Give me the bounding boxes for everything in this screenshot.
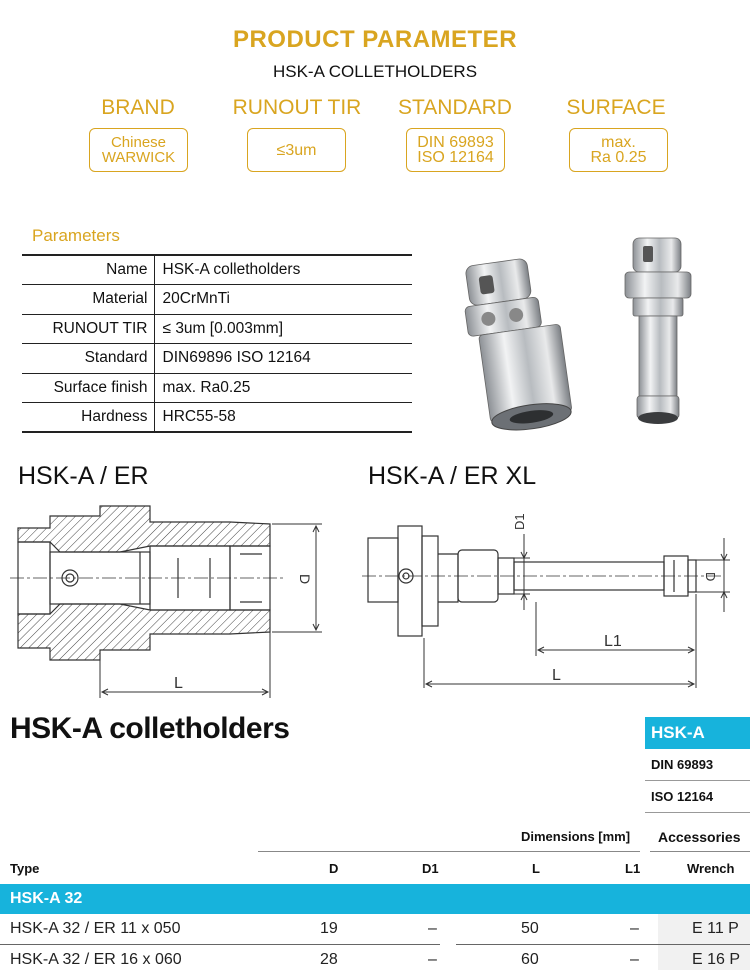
cell-l1: – xyxy=(630,951,639,968)
parameter-row xyxy=(22,344,412,374)
parameter-row xyxy=(22,373,412,403)
spec-value-runout: ≤3um xyxy=(276,141,317,159)
drawing-left xyxy=(0,498,340,703)
parameter-key: Surface finish xyxy=(22,373,154,403)
spec-box-surface xyxy=(569,128,668,172)
parameter-value: HSK-A colletholders xyxy=(154,255,412,285)
parameter-value: max. Ra0.25 xyxy=(154,373,412,403)
cell-type: HSK-A 32 / ER 11 x 050 xyxy=(10,920,181,937)
spec-label-runout: RUNOUT TIR xyxy=(232,96,362,119)
parameter-key: Standard xyxy=(22,344,154,374)
table-row xyxy=(0,914,750,944)
parameters-table xyxy=(22,254,412,433)
drawing-left-dim-d: D xyxy=(297,574,313,585)
cell-l: 50 xyxy=(521,920,539,937)
drawing-right-dim-l: L xyxy=(552,667,561,684)
parameter-value: 20CrMnTi xyxy=(154,285,412,315)
page-title: PRODUCT PARAMETER xyxy=(232,26,518,53)
parameter-value: HRC55-58 xyxy=(154,403,412,433)
parameter-key: RUNOUT TIR xyxy=(22,314,154,344)
dimensions-group-header: Dimensions [mm] xyxy=(521,829,631,844)
spec-value-surface-line2: Ra 0.25 xyxy=(590,149,647,166)
parameter-row xyxy=(22,285,412,315)
cell-l1: – xyxy=(630,920,639,937)
drawing-right-dim-d1: D1 xyxy=(512,513,527,530)
cell-d: 19 xyxy=(320,920,338,937)
parameter-row xyxy=(22,403,412,433)
drawing-title-right: HSK-A / ER XL xyxy=(368,462,537,490)
header-divider xyxy=(258,851,640,852)
product-table-title: HSK-A colletholders xyxy=(10,712,290,745)
column-wrench: Wrench xyxy=(687,861,735,876)
spec-box-brand xyxy=(89,128,188,172)
cell-wrench: E 11 P xyxy=(692,920,739,937)
standard-badge: HSK-A xyxy=(645,717,750,749)
drawing-right-dim-d: D xyxy=(703,572,718,582)
parameter-key: Name xyxy=(22,255,154,285)
parameter-key: Material xyxy=(22,285,154,315)
spec-label-standard: STANDARD xyxy=(398,96,512,119)
cell-l: 60 xyxy=(521,951,539,968)
spec-label-brand: BRAND xyxy=(101,96,175,119)
group-header-hsk-a-32: HSK-A 32 xyxy=(0,884,750,914)
spec-box-standard xyxy=(406,128,505,172)
standard-iso: ISO 12164 xyxy=(645,781,750,813)
column-l: L xyxy=(532,861,540,876)
column-d: D xyxy=(329,861,339,876)
cell-wrench: E 16 P xyxy=(692,951,741,968)
spec-value-standard-line2: ISO 12164 xyxy=(417,149,494,166)
standard-din: DIN 69893 xyxy=(645,749,750,781)
spec-value-brand-line1: Chinese xyxy=(110,134,167,151)
spec-value-standard-line1: DIN 69893 xyxy=(417,134,494,151)
column-l1: L1 xyxy=(625,861,641,876)
page-subtitle: HSK-A COLLETHOLDERS xyxy=(272,62,478,81)
cell-d1: – xyxy=(428,920,437,937)
drawing-right xyxy=(362,498,750,703)
spec-label-surface: SURFACE xyxy=(566,96,666,119)
drawing-title-left: HSK-A / ER xyxy=(18,462,149,490)
parameter-value: DIN69896 ISO 12164 xyxy=(154,344,412,374)
table-row xyxy=(0,945,750,970)
column-d1: D1 xyxy=(422,861,439,876)
product-photo xyxy=(430,228,750,440)
parameter-row xyxy=(22,314,412,344)
column-type: Type xyxy=(10,861,40,876)
spec-value-surface-line1: max. xyxy=(601,134,636,151)
drawing-right-dim-l1: L1 xyxy=(604,633,622,650)
cell-type: HSK-A 32 / ER 16 x 060 xyxy=(10,951,182,968)
parameter-value: ≤ 3um [0.003mm] xyxy=(154,314,412,344)
parameter-key: Hardness xyxy=(22,403,154,433)
parameter-row xyxy=(22,255,412,285)
cell-d1: – xyxy=(428,951,437,968)
spec-value-brand-line2: WARWICK xyxy=(101,149,176,166)
accessories-group-header: Accessories xyxy=(658,829,741,845)
parameters-heading: Parameters xyxy=(32,226,120,245)
header-divider xyxy=(650,851,750,852)
cell-d: 28 xyxy=(320,951,338,968)
spec-box-runout xyxy=(247,128,346,172)
drawing-left-dim-l: L xyxy=(174,675,183,692)
